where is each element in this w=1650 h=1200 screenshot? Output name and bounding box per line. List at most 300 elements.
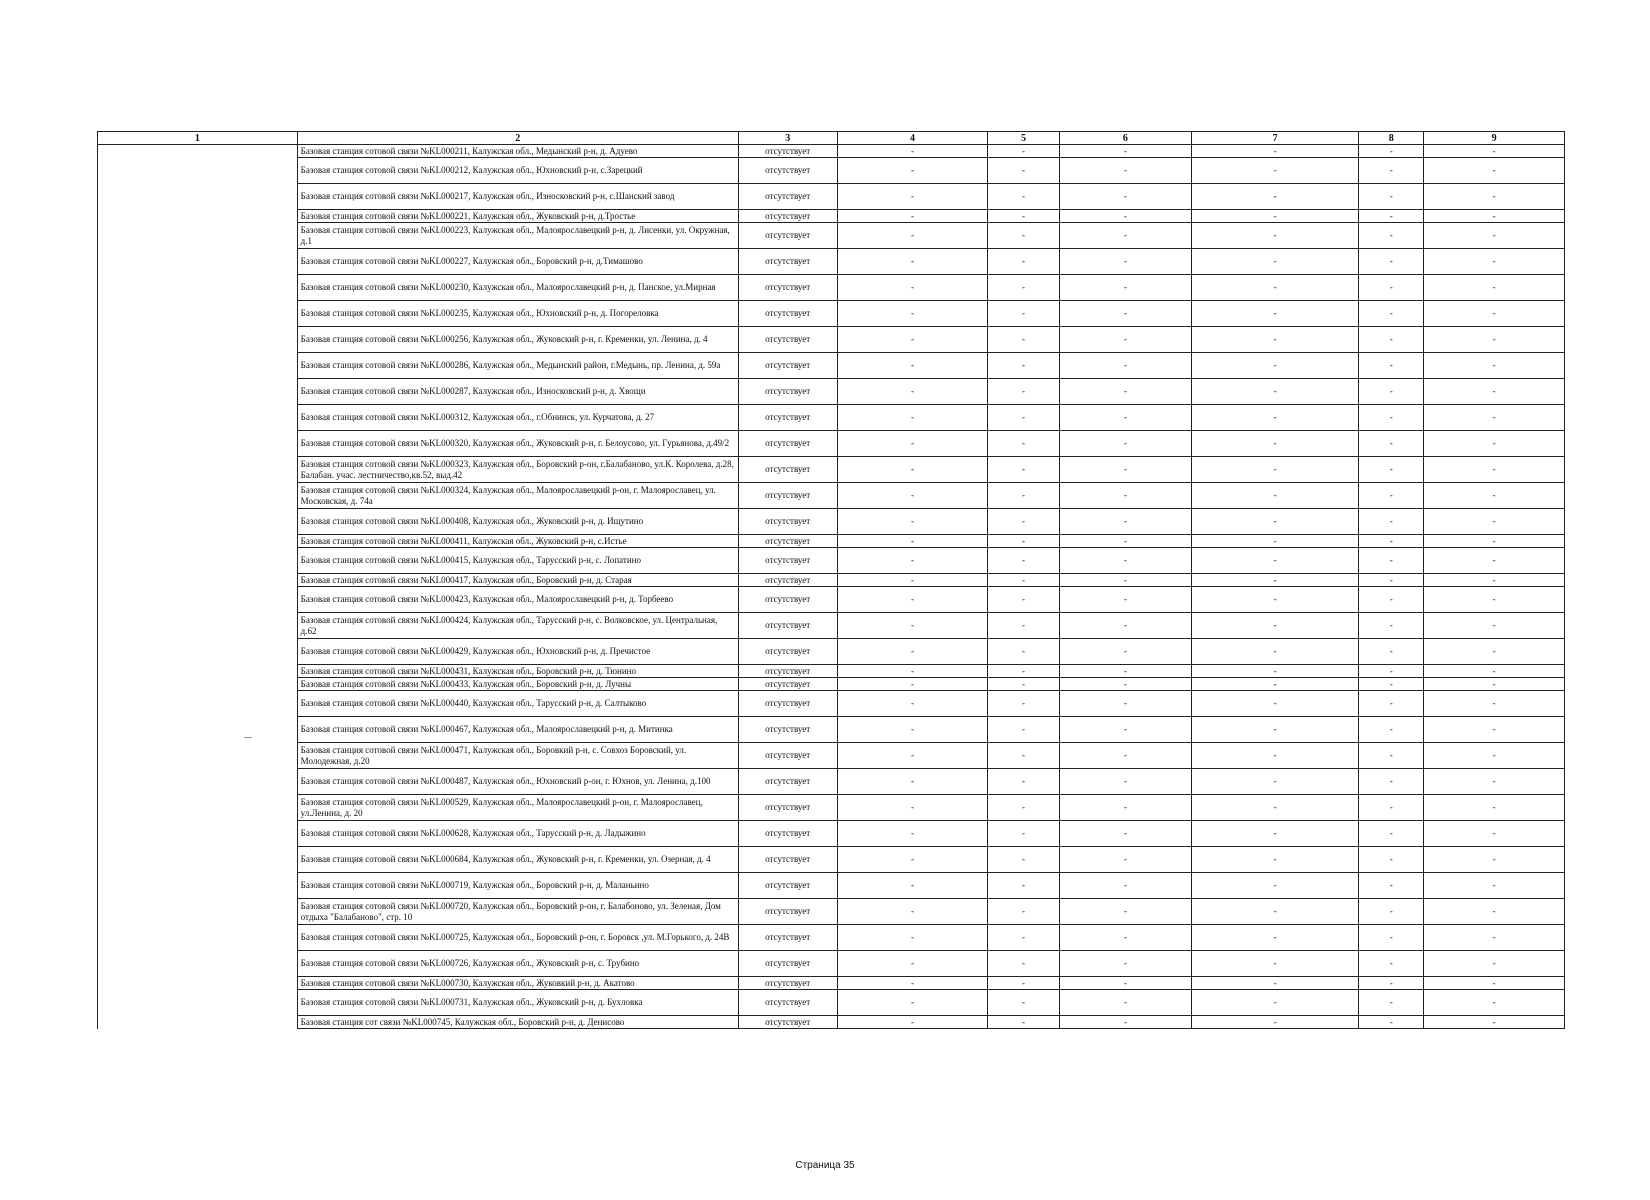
empty-value-cell: - — [1192, 717, 1359, 743]
empty-value-cell: - — [1192, 379, 1359, 405]
empty-value-cell: - — [1192, 483, 1359, 509]
empty-value-cell: - — [1192, 873, 1359, 899]
empty-value-cell: - — [1359, 1016, 1424, 1029]
empty-value-cell: - — [1059, 717, 1191, 743]
table-row — [98, 665, 1565, 678]
empty-value-cell: - — [988, 405, 1059, 431]
row-number-cell — [98, 795, 298, 821]
station-description: Базовая станция сотовой связи №KL000230, Калужская обл., Малоярославецкий р-н, д. Панское, ул.Мирная — [297, 275, 738, 301]
empty-value-cell: - — [988, 821, 1059, 847]
empty-value-cell: - — [1192, 457, 1359, 483]
table-row — [98, 249, 1565, 275]
table-row — [98, 678, 1565, 691]
status-cell: отсутствует — [738, 327, 837, 353]
empty-value-cell: - — [988, 587, 1059, 613]
empty-value-cell: - — [1059, 769, 1191, 795]
row-number-cell — [98, 743, 298, 769]
empty-value-cell: - — [1192, 327, 1359, 353]
document-sheet — [97, 131, 1565, 1029]
table-row — [98, 327, 1565, 353]
column-header-9: 9 — [1424, 132, 1565, 145]
table-row — [98, 977, 1565, 990]
row-number-cell — [98, 249, 298, 275]
empty-value-cell: - — [988, 925, 1059, 951]
station-description: Базовая станция сотовой связи №KL000684, Калужская обл., Жуковский р-н, г. Кременки, ул. Озерная, д. 4 — [297, 847, 738, 873]
row-number-cell — [98, 275, 298, 301]
station-description: Базовая станция сотовой связи №KL000719, Калужская обл., Боровский р-н, д. Маланьино — [297, 873, 738, 899]
table-row — [98, 275, 1565, 301]
status-cell: отсутствует — [738, 990, 837, 1016]
empty-value-cell: - — [837, 535, 988, 548]
table-row — [98, 899, 1565, 925]
empty-value-cell: - — [988, 210, 1059, 223]
status-cell: отсутствует — [738, 795, 837, 821]
empty-value-cell: - — [837, 665, 988, 678]
empty-value-cell: - — [1359, 574, 1424, 587]
empty-value-cell: - — [1359, 847, 1424, 873]
status-cell: отсутствует — [738, 691, 837, 717]
empty-value-cell: - — [988, 977, 1059, 990]
row-number-cell — [98, 587, 298, 613]
empty-value-cell: - — [988, 158, 1059, 184]
station-description: Базовая станция сотовой связи №KL000417, Калужская обл., Боровский р-н, д. Старая — [297, 574, 738, 587]
empty-value-cell: - — [1359, 717, 1424, 743]
empty-value-cell: - — [1424, 457, 1565, 483]
table-row — [98, 379, 1565, 405]
empty-value-cell: - — [1424, 145, 1565, 158]
status-cell: отсутствует — [738, 665, 837, 678]
status-cell: отсутствует — [738, 301, 837, 327]
empty-value-cell: - — [988, 613, 1059, 639]
table-row — [98, 301, 1565, 327]
empty-value-cell: - — [1359, 145, 1424, 158]
empty-value-cell: - — [837, 873, 988, 899]
empty-value-cell: - — [1059, 509, 1191, 535]
row-number-cell — [98, 665, 298, 678]
empty-value-cell: - — [837, 509, 988, 535]
status-cell: отсутствует — [738, 977, 837, 990]
empty-value-cell: - — [837, 145, 988, 158]
empty-value-cell: - — [1359, 223, 1424, 249]
station-description: Базовая станция сотовой связи №KL000323, Калужская обл., Боровский р-он, г.Балабаново, ул.К. Королева, д.28, Балабан. учас. лестничество,кв.52, выд.42 — [297, 457, 738, 483]
empty-value-cell: - — [1059, 184, 1191, 210]
empty-value-cell: - — [1192, 691, 1359, 717]
table-row — [98, 769, 1565, 795]
table-row — [98, 431, 1565, 457]
station-description: Базовая станция сотовой связи №KL000235, Калужская обл., Юхновский р-н, д. Погореловка — [297, 301, 738, 327]
row-number-cell — [98, 873, 298, 899]
empty-value-cell: - — [1424, 509, 1565, 535]
empty-value-cell: - — [1059, 483, 1191, 509]
empty-value-cell: - — [1192, 665, 1359, 678]
row-number-cell — [98, 405, 298, 431]
empty-value-cell: - — [1059, 639, 1191, 665]
empty-value-cell: - — [1059, 899, 1191, 925]
empty-value-cell: - — [1192, 548, 1359, 574]
empty-value-cell: - — [1359, 639, 1424, 665]
empty-value-cell: - — [837, 1016, 988, 1029]
empty-value-cell: - — [837, 990, 988, 1016]
empty-value-cell: - — [837, 574, 988, 587]
empty-value-cell: - — [1359, 431, 1424, 457]
station-description: Базовая станция сот связи №KL000745, Калужская обл., Боровский р-н, д. Денисово — [297, 1016, 738, 1029]
empty-value-cell: - — [1059, 587, 1191, 613]
empty-value-cell: - — [988, 184, 1059, 210]
table-row — [98, 639, 1565, 665]
empty-value-cell: - — [1192, 509, 1359, 535]
empty-value-cell: - — [1059, 1016, 1191, 1029]
empty-value-cell: - — [1192, 158, 1359, 184]
empty-value-cell: - — [1424, 223, 1565, 249]
empty-value-cell: - — [988, 145, 1059, 158]
empty-value-cell: - — [1059, 535, 1191, 548]
empty-value-cell: - — [1424, 379, 1565, 405]
empty-value-cell: - — [1424, 535, 1565, 548]
station-description: Базовая станция сотовой связи №KL000415, Калужская обл., Тарусский р-н, с. Лопатино — [297, 548, 738, 574]
empty-value-cell: - — [1424, 665, 1565, 678]
table-row — [98, 1016, 1565, 1029]
row-number-cell — [98, 509, 298, 535]
empty-value-cell: - — [1059, 379, 1191, 405]
station-description: Базовая станция сотовой связи №KL000424, Калужская обл., Тарусский р-н, с. Волковское, ул. Центральная, д.62 — [297, 613, 738, 639]
station-description: Базовая станция сотовой связи №KL000529, Калужская обл., Малоярославецкий р-он, г. Малоярославец, ул.Ленина, д. 20 — [297, 795, 738, 821]
empty-value-cell: - — [1424, 990, 1565, 1016]
empty-value-cell: - — [837, 925, 988, 951]
row-number-cell — [98, 821, 298, 847]
empty-value-cell: - — [1192, 301, 1359, 327]
empty-value-cell: - — [1192, 249, 1359, 275]
empty-value-cell: - — [1424, 249, 1565, 275]
column-header-6: 6 — [1059, 132, 1191, 145]
empty-value-cell: - — [837, 249, 988, 275]
column-header-5: 5 — [988, 132, 1059, 145]
empty-value-cell: - — [1192, 743, 1359, 769]
empty-value-cell: - — [837, 379, 988, 405]
empty-value-cell: - — [1424, 847, 1565, 873]
empty-value-cell: - — [1359, 665, 1424, 678]
empty-value-cell: - — [1192, 977, 1359, 990]
empty-value-cell: - — [1192, 431, 1359, 457]
empty-value-cell: - — [1424, 574, 1565, 587]
empty-value-cell: - — [837, 613, 988, 639]
empty-value-cell: - — [1192, 535, 1359, 548]
empty-value-cell: - — [1059, 223, 1191, 249]
station-description: Базовая станция сотовой связи №KL000223, Калужская обл., Малоярославецкий р-н, д. Лисенки, ул. Окружная, д.1 — [297, 223, 738, 249]
empty-value-cell: - — [1359, 769, 1424, 795]
row-number-cell — [98, 678, 298, 691]
empty-value-cell: - — [1059, 301, 1191, 327]
status-cell: отсутствует — [738, 379, 837, 405]
table-row — [98, 691, 1565, 717]
status-cell: отсутствует — [738, 1016, 837, 1029]
empty-value-cell: - — [1424, 743, 1565, 769]
empty-value-cell: - — [1192, 587, 1359, 613]
empty-value-cell: - — [1359, 457, 1424, 483]
table-row — [98, 457, 1565, 483]
table-row — [98, 548, 1565, 574]
empty-value-cell: - — [1424, 977, 1565, 990]
row-number-cell — [98, 353, 298, 379]
empty-value-cell: - — [1059, 665, 1191, 678]
empty-value-cell: - — [1424, 769, 1565, 795]
row-number-cell — [98, 548, 298, 574]
empty-value-cell: - — [1424, 951, 1565, 977]
empty-value-cell: - — [837, 301, 988, 327]
empty-value-cell: - — [988, 990, 1059, 1016]
empty-value-cell: - — [837, 587, 988, 613]
empty-value-cell: - — [1192, 678, 1359, 691]
empty-value-cell: - — [988, 743, 1059, 769]
row-number-cell — [98, 379, 298, 405]
station-description: Базовая станция сотовой связи №KL000324, Калужская обл., Малоярославецкий р-он, г. Малоярославец, ул. Московская, д. 74а — [297, 483, 738, 509]
empty-value-cell: - — [988, 223, 1059, 249]
table-row — [98, 158, 1565, 184]
empty-value-cell: - — [1359, 990, 1424, 1016]
station-description: Базовая станция сотовой связи №KL000227, Калужская обл., Боровский р-н, д.Тимашово — [297, 249, 738, 275]
empty-value-cell: - — [988, 379, 1059, 405]
table-row — [98, 613, 1565, 639]
empty-value-cell: - — [1192, 210, 1359, 223]
empty-value-cell: - — [1059, 353, 1191, 379]
empty-value-cell: - — [988, 951, 1059, 977]
empty-value-cell: - — [1424, 548, 1565, 574]
empty-value-cell: - — [1359, 249, 1424, 275]
empty-value-cell: - — [837, 821, 988, 847]
table-row — [98, 223, 1565, 249]
row-number-cell — [98, 691, 298, 717]
empty-value-cell: - — [1424, 899, 1565, 925]
empty-value-cell: - — [1424, 613, 1565, 639]
table-row — [98, 925, 1565, 951]
row-number-cell — [98, 639, 298, 665]
station-description: Базовая станция сотовой связи №KL000720, Калужская обл., Боровский р-он, г. Балабоново, ул. Зеленая, Дом отдыха "Балабаново", стр. 10 — [297, 899, 738, 925]
empty-value-cell: - — [1359, 821, 1424, 847]
row-number-cell — [98, 613, 298, 639]
empty-value-cell: - — [1059, 678, 1191, 691]
row-number-cell — [98, 457, 298, 483]
row-number-cell — [98, 145, 298, 158]
empty-value-cell: - — [1424, 821, 1565, 847]
table-row — [98, 405, 1565, 431]
empty-value-cell: - — [837, 769, 988, 795]
empty-value-cell: - — [1424, 301, 1565, 327]
empty-value-cell: - — [1192, 990, 1359, 1016]
empty-value-cell: - — [1359, 873, 1424, 899]
empty-value-cell: - — [1059, 977, 1191, 990]
scan-mark — [244, 737, 252, 738]
empty-value-cell: - — [1424, 483, 1565, 509]
table-row — [98, 951, 1565, 977]
empty-value-cell: - — [1359, 613, 1424, 639]
empty-value-cell: - — [1424, 678, 1565, 691]
empty-value-cell: - — [1359, 925, 1424, 951]
empty-value-cell: - — [1359, 691, 1424, 717]
empty-value-cell: - — [1359, 301, 1424, 327]
empty-value-cell: - — [837, 847, 988, 873]
empty-value-cell: - — [1424, 275, 1565, 301]
status-cell: отсутствует — [738, 847, 837, 873]
table-row — [98, 184, 1565, 210]
empty-value-cell: - — [1059, 210, 1191, 223]
empty-value-cell: - — [1424, 639, 1565, 665]
status-cell: отсутствует — [738, 223, 837, 249]
empty-value-cell: - — [988, 847, 1059, 873]
row-number-cell — [98, 574, 298, 587]
station-description: Базовая станция сотовой связи №KL000431, Калужская обл., Боровский р-н, д. Тюнино — [297, 665, 738, 678]
row-number-cell — [98, 769, 298, 795]
empty-value-cell: - — [837, 184, 988, 210]
status-cell: отсутствует — [738, 275, 837, 301]
status-cell: отсутствует — [738, 353, 837, 379]
status-cell: отсутствует — [738, 457, 837, 483]
empty-value-cell: - — [1192, 145, 1359, 158]
status-cell: отсутствует — [738, 210, 837, 223]
row-number-cell — [98, 535, 298, 548]
empty-value-cell: - — [1424, 1016, 1565, 1029]
empty-value-cell: - — [1359, 184, 1424, 210]
empty-value-cell: - — [988, 717, 1059, 743]
empty-value-cell: - — [988, 678, 1059, 691]
station-description: Базовая станция сотовой связи №KL000411, Калужская обл., Жуковский р-н, с.Истье — [297, 535, 738, 548]
empty-value-cell: - — [1059, 275, 1191, 301]
empty-value-cell: - — [1359, 509, 1424, 535]
station-description: Базовая станция сотовой связи №KL000212, Калужская обл., Юхновский р-н, с.Зарецкий — [297, 158, 738, 184]
empty-value-cell: - — [1359, 795, 1424, 821]
empty-value-cell: - — [988, 795, 1059, 821]
status-cell: отсутствует — [738, 587, 837, 613]
empty-value-cell: - — [1424, 717, 1565, 743]
empty-value-cell: - — [1059, 431, 1191, 457]
empty-value-cell: - — [1359, 899, 1424, 925]
row-number-cell — [98, 925, 298, 951]
column-header-4: 4 — [837, 132, 988, 145]
row-number-cell — [98, 977, 298, 990]
row-number-cell — [98, 223, 298, 249]
table-row — [98, 873, 1565, 899]
empty-value-cell: - — [1059, 925, 1191, 951]
empty-value-cell: - — [1424, 873, 1565, 899]
empty-value-cell: - — [988, 275, 1059, 301]
table-row — [98, 574, 1565, 587]
empty-value-cell: - — [988, 301, 1059, 327]
empty-value-cell: - — [837, 678, 988, 691]
row-number-cell — [98, 483, 298, 509]
empty-value-cell: - — [1424, 795, 1565, 821]
empty-value-cell: - — [988, 353, 1059, 379]
empty-value-cell: - — [837, 158, 988, 184]
station-description: Базовая станция сотовой связи №KL000221, Калужская обл., Жуковский р-н, д.Тростье — [297, 210, 738, 223]
empty-value-cell: - — [1192, 639, 1359, 665]
station-description: Базовая станция сотовой связи №KL000320, Калужская обл., Жуковский р-н, г. Белоусово, ул. Гурьянова, д.49/2 — [297, 431, 738, 457]
empty-value-cell: - — [1059, 795, 1191, 821]
empty-value-cell: - — [837, 951, 988, 977]
empty-value-cell: - — [1192, 925, 1359, 951]
empty-value-cell: - — [1192, 613, 1359, 639]
empty-value-cell: - — [837, 210, 988, 223]
row-number-cell — [98, 990, 298, 1016]
station-description: Базовая станция сотовой связи №KL000731, Калужская обл., Жуковский р-н, д. Бухловка — [297, 990, 738, 1016]
status-cell: отсутствует — [738, 613, 837, 639]
row-number-cell — [98, 158, 298, 184]
empty-value-cell: - — [1192, 223, 1359, 249]
status-cell: отсутствует — [738, 925, 837, 951]
empty-value-cell: - — [837, 431, 988, 457]
empty-value-cell: - — [1059, 743, 1191, 769]
empty-value-cell: - — [988, 769, 1059, 795]
status-cell: отсутствует — [738, 535, 837, 548]
empty-value-cell: - — [1059, 873, 1191, 899]
row-number-cell — [98, 717, 298, 743]
empty-value-cell: - — [1359, 327, 1424, 353]
empty-value-cell: - — [988, 574, 1059, 587]
table-row — [98, 210, 1565, 223]
empty-value-cell: - — [1059, 951, 1191, 977]
empty-value-cell: - — [1059, 613, 1191, 639]
status-cell: отсутствует — [738, 431, 837, 457]
status-cell: отсутствует — [738, 678, 837, 691]
column-header-8: 8 — [1359, 132, 1424, 145]
row-number-cell — [98, 431, 298, 457]
empty-value-cell: - — [1424, 158, 1565, 184]
empty-value-cell: - — [1424, 925, 1565, 951]
empty-value-cell: - — [1424, 691, 1565, 717]
empty-value-cell: - — [837, 223, 988, 249]
empty-value-cell: - — [837, 639, 988, 665]
empty-value-cell: - — [1424, 405, 1565, 431]
empty-value-cell: - — [1359, 977, 1424, 990]
station-description: Базовая станция сотовой связи №KL000440, Калужская обл., Тарусский р-н, д. Салтыково — [297, 691, 738, 717]
station-description: Базовая станция сотовой связи №KL000423, Калужская обл., Малоярославецкий р-н, д. Торбеево — [297, 587, 738, 613]
status-cell: отсутствует — [738, 951, 837, 977]
station-description: Базовая станция сотовой связи №KL000287, Калужская обл., Износковский р-н, д. Хвощи — [297, 379, 738, 405]
empty-value-cell: - — [837, 795, 988, 821]
table-row — [98, 483, 1565, 509]
station-description: Базовая станция сотовой связи №KL000211, Калужская обл., Медынский р-н, д. Адуево — [297, 145, 738, 158]
station-description: Базовая станция сотовой связи №KL000726, Калужская обл., Жуковский р-н, с. Трубино — [297, 951, 738, 977]
empty-value-cell: - — [1359, 210, 1424, 223]
empty-value-cell: - — [1424, 210, 1565, 223]
empty-value-cell: - — [1192, 769, 1359, 795]
empty-value-cell: - — [1059, 847, 1191, 873]
empty-value-cell: - — [1359, 587, 1424, 613]
empty-value-cell: - — [1359, 678, 1424, 691]
empty-value-cell: - — [1059, 821, 1191, 847]
column-header-1: 1 — [98, 132, 298, 145]
table-row — [98, 509, 1565, 535]
empty-value-cell: - — [837, 353, 988, 379]
column-header-3: 3 — [738, 132, 837, 145]
table-row — [98, 847, 1565, 873]
table-row — [98, 353, 1565, 379]
status-cell: отсутствует — [738, 574, 837, 587]
row-number-cell — [98, 327, 298, 353]
empty-value-cell: - — [988, 249, 1059, 275]
row-number-cell — [98, 847, 298, 873]
status-cell: отсутствует — [738, 145, 837, 158]
row-number-cell — [98, 301, 298, 327]
column-header-7: 7 — [1192, 132, 1359, 145]
status-cell: отсутствует — [738, 509, 837, 535]
empty-value-cell: - — [1192, 353, 1359, 379]
empty-value-cell: - — [1424, 327, 1565, 353]
row-number-cell — [98, 1016, 298, 1029]
table-row — [98, 717, 1565, 743]
empty-value-cell: - — [988, 1016, 1059, 1029]
empty-value-cell: - — [837, 483, 988, 509]
station-description: Базовая станция сотовой связи №KL000286, Калужская обл., Медынский район, г.Медынь, пр. Ленина, д. 59а — [297, 353, 738, 379]
empty-value-cell: - — [988, 873, 1059, 899]
empty-value-cell: - — [1192, 951, 1359, 977]
